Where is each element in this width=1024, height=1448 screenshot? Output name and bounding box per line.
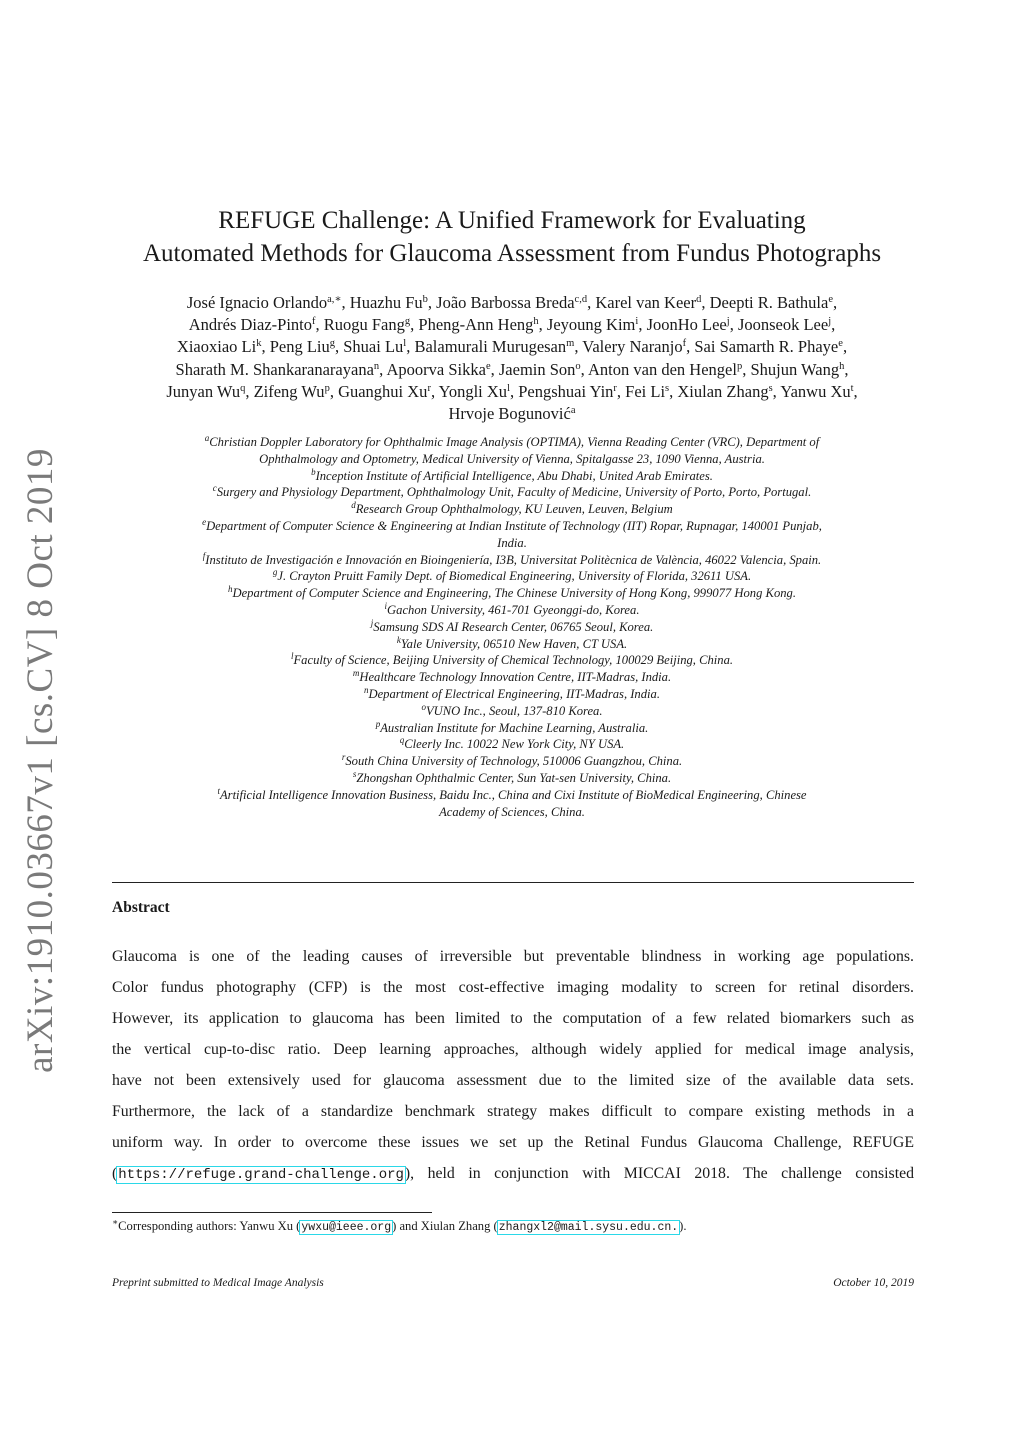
preprint-date: October 10, 2019 bbox=[833, 1277, 914, 1289]
author-separator: , bbox=[831, 315, 836, 335]
affiliation-mark: b bbox=[311, 466, 316, 477]
affiliation-mark: i bbox=[384, 600, 388, 611]
affiliation-line bbox=[100, 753, 924, 770]
affiliation-line bbox=[100, 787, 924, 804]
author-name: Pheng-Ann Heng bbox=[418, 315, 534, 335]
affiliation-line bbox=[100, 501, 924, 518]
affiliation-text: Artificial Intelligence Innovation Business, Baidu Inc., China and Cixi Institute of BioMedical Engineering, Chinese bbox=[219, 787, 807, 802]
affiliation-line bbox=[100, 468, 924, 485]
author-affiliation-mark: i bbox=[635, 316, 639, 328]
affiliation-list bbox=[100, 434, 924, 820]
author-line bbox=[100, 381, 924, 403]
affiliation-text: Surgery and Physiology Department, Ophthalmology Unit, Faculty of Medicine, University of Porto, Porto, Portugal. bbox=[216, 485, 812, 500]
author-separator: , bbox=[742, 359, 747, 379]
affiliation-text: Christian Doppler Laboratory for Ophthalmic Image Analysis (OPTIMA), Vienna Reading Center (VRC), Department of bbox=[209, 435, 820, 449]
author-affiliation-mark: e bbox=[828, 294, 833, 305]
footnote-text: ). bbox=[679, 1219, 687, 1233]
author-name: Deepti R. Bathula bbox=[709, 293, 829, 312]
abstract-line-tail: ), held in conjunction with MICCAI 2018. The challenge consisted bbox=[404, 1165, 914, 1182]
author-separator: , bbox=[580, 359, 585, 379]
author-name: Jeyoung Kim bbox=[546, 315, 636, 335]
author-name: Zifeng Wu bbox=[253, 381, 325, 401]
author-name: JoonHo Lee bbox=[646, 315, 727, 335]
affiliation-text: VUNO Inc., Seoul, 137-810 Korea. bbox=[425, 703, 603, 718]
author-separator: , bbox=[638, 315, 643, 335]
author-affiliation-mark: r bbox=[613, 382, 617, 394]
author-affiliation-mark: l bbox=[507, 382, 510, 394]
affiliation-text: Research Group Ophthalmology, KU Leuven, Leuven, Belgium bbox=[355, 502, 673, 517]
affiliation-mark: p bbox=[375, 718, 381, 729]
author-separator: , bbox=[686, 337, 691, 357]
author-affiliation-mark: k bbox=[256, 338, 262, 350]
author-affiliation-mark: p bbox=[324, 382, 330, 394]
author-name: Junyan Wu bbox=[166, 381, 241, 401]
author-line bbox=[100, 314, 924, 336]
affiliation-line bbox=[100, 736, 924, 753]
author-separator: , bbox=[853, 381, 858, 401]
affiliation-line bbox=[100, 602, 924, 619]
author-name: Yanwu Xu bbox=[780, 381, 851, 401]
author-name: Guanghui Xu bbox=[338, 381, 428, 401]
author-separator: , bbox=[406, 337, 411, 357]
email-link-xu[interactable]: ywxu@ieee.org bbox=[301, 1221, 392, 1234]
arxiv-identifier: arXiv:1910.03667v1 [cs.CV] 8 Oct 2019 bbox=[19, 447, 61, 1073]
author-affiliation-mark: h bbox=[839, 360, 845, 372]
affiliation-mark: h bbox=[227, 584, 233, 595]
author-affiliation-mark: p bbox=[736, 360, 743, 372]
affiliation-text: Department of Computer Science & Engineering at Indian Institute of Technology (IIT) Ropar, Rupnagar, 140001 Punjab, bbox=[206, 518, 822, 533]
author-separator: , bbox=[538, 315, 543, 335]
affiliation-line bbox=[100, 451, 924, 468]
abstract-line: Color fundus photography (CFP) is the most cost-effective imaging modality to screen for retinal disorders. bbox=[112, 979, 914, 996]
affiliation-text: India. bbox=[497, 535, 527, 550]
author-name: Peng Liu bbox=[269, 337, 330, 357]
affiliation-text: Instituto de Investigación e Innovación en Bioingeniería, I3B, Universitat Politècnica de València, 46022 Valencia, Spain. bbox=[205, 552, 822, 567]
author-affiliation-mark: j bbox=[828, 316, 832, 328]
affiliation-text: Department of Electrical Engineering, IIT-Madras, India. bbox=[368, 686, 660, 701]
author-affiliation-mark: d bbox=[696, 294, 702, 305]
author-name: Hrvoje Bogunović bbox=[448, 404, 571, 424]
author-separator: , bbox=[616, 381, 622, 401]
author-separator: , bbox=[410, 315, 415, 335]
footnote-text: Corresponding authors: Yanwu Xu ( bbox=[118, 1219, 301, 1233]
author-name: Fei Li bbox=[625, 381, 666, 401]
author-name: Pengshuai Yin bbox=[518, 381, 614, 401]
author-affiliation-mark: s bbox=[768, 382, 773, 394]
author-name: Xiaoxiao Li bbox=[176, 337, 257, 357]
affiliation-text: Academy of Sciences, China. bbox=[439, 804, 585, 819]
author-affiliation-mark: s bbox=[665, 382, 670, 394]
affiliation-text: Yale University, 06510 New Haven, CT USA. bbox=[400, 636, 628, 651]
author-name: Sai Samarth R. Phaye bbox=[694, 337, 839, 357]
affiliation-line bbox=[100, 552, 924, 569]
affiliation-mark: e bbox=[202, 516, 207, 527]
author-separator: , bbox=[430, 381, 436, 401]
author-line bbox=[100, 359, 924, 381]
author-affiliation-mark: n bbox=[373, 360, 380, 372]
affiliation-line bbox=[100, 619, 924, 636]
author-name: Apoorva Sikka bbox=[386, 359, 486, 379]
author-list bbox=[100, 292, 924, 425]
author-separator: , bbox=[669, 381, 674, 401]
author-affiliation-mark: h bbox=[533, 316, 539, 328]
author-separator: , bbox=[574, 337, 579, 357]
author-affiliation-mark: a,∗ bbox=[327, 294, 342, 305]
affiliation-line bbox=[100, 585, 924, 602]
author-line bbox=[100, 403, 924, 425]
abstract-line: However, its application to glaucoma has been limited to the computation of a few related biomarkers such as bbox=[112, 1010, 914, 1027]
author-separator: , bbox=[832, 293, 838, 312]
author-affiliation-mark: j bbox=[726, 316, 730, 328]
affiliation-mark: k bbox=[396, 634, 401, 645]
author-separator: , bbox=[772, 381, 777, 401]
footnote-text: ) and Xiulan Zhang ( bbox=[392, 1219, 498, 1233]
author-name: Balamurali Murugesan bbox=[414, 337, 567, 357]
affiliation-line bbox=[100, 720, 924, 737]
abstract-line: Furthermore, the lack of a standardize benchmark strategy makes difficult to compare existing methods in a bbox=[112, 1103, 914, 1120]
affiliation-mark: s bbox=[352, 768, 357, 779]
paren-open: ( bbox=[112, 1165, 118, 1182]
author-affiliation-mark: e bbox=[838, 338, 843, 350]
author-affiliation-mark: m bbox=[566, 338, 575, 350]
affiliation-line bbox=[100, 770, 924, 787]
corresponding-authors-footnote bbox=[112, 1217, 914, 1237]
affiliation-mark: f bbox=[202, 550, 206, 561]
author-separator: , bbox=[427, 293, 433, 312]
author-name: Joonseok Lee bbox=[737, 315, 829, 335]
author-name: Anton van den Hengel bbox=[588, 359, 737, 379]
email-link-zhang[interactable]: zhangxl2@mail.sysu.edu.cn. bbox=[498, 1221, 679, 1234]
author-separator: , bbox=[729, 315, 734, 335]
affiliation-text: Australian Institute for Machine Learning, Australia. bbox=[380, 720, 649, 735]
affiliation-mark: t bbox=[217, 785, 220, 796]
affiliation-text: J. Crayton Pruitt Family Dept. of Biomedical Engineering, University of Florida, 32611 USA. bbox=[277, 569, 752, 584]
author-line bbox=[100, 336, 924, 358]
author-affiliation-mark: t bbox=[850, 382, 854, 394]
author-affiliation-mark: f bbox=[682, 338, 687, 350]
author-name: Ruogu Fang bbox=[323, 315, 405, 335]
affiliation-line bbox=[100, 518, 924, 535]
author-name: Jaemin Son bbox=[498, 359, 576, 379]
abstract-top-rule bbox=[112, 882, 914, 883]
author-affiliation-mark: l bbox=[403, 338, 407, 350]
author-affiliation-mark: o bbox=[575, 360, 581, 372]
author-separator: , bbox=[261, 337, 266, 357]
affiliation-mark: m bbox=[352, 668, 360, 679]
author-separator: , bbox=[245, 381, 250, 401]
author-affiliation-mark: g bbox=[404, 316, 411, 328]
author-name: Sharath M. Shankaranarayana bbox=[175, 359, 374, 379]
affiliation-line bbox=[100, 669, 924, 686]
author-affiliation-mark: q bbox=[240, 382, 246, 394]
author-separator: , bbox=[587, 293, 592, 312]
footnote-rule bbox=[112, 1212, 432, 1213]
preprint-note: Preprint submitted to Medical Image Analysis bbox=[112, 1277, 324, 1289]
abstract-body bbox=[112, 941, 914, 1191]
affiliation-line bbox=[100, 652, 924, 669]
affiliation-text: Samsung SDS AI Research Center, 06765 Seoul, Korea. bbox=[373, 619, 654, 634]
title-line: REFUGE Challenge: A Unified Framework for Evaluating bbox=[218, 207, 806, 234]
abstract-line: have not been extensively used for glaucoma assessment due to the limited size of the available data sets. bbox=[112, 1072, 914, 1089]
author-name: Karel van Keer bbox=[595, 293, 697, 312]
author-separator: , bbox=[341, 293, 346, 312]
affiliation-line bbox=[100, 484, 924, 501]
author-name: Huazhu Fu bbox=[349, 293, 423, 312]
affiliation-line bbox=[100, 636, 924, 653]
affiliation-text: Zhongshan Ophthalmic Center, Sun Yat-sen University, China. bbox=[356, 770, 672, 785]
author-name: Andrés Diaz-Pinto bbox=[188, 315, 312, 335]
author-separator: , bbox=[701, 293, 706, 312]
affiliation-mark: n bbox=[364, 684, 369, 695]
affiliation-mark: r bbox=[341, 752, 346, 763]
affiliation-mark: c bbox=[212, 483, 217, 494]
author-affiliation-mark: e bbox=[485, 360, 491, 372]
author-affiliation-mark: r bbox=[427, 382, 431, 394]
challenge-url-link[interactable]: https://refuge.grand-challenge.org bbox=[118, 1167, 404, 1183]
affiliation-text: Faculty of Science, Beijing University of Chemical Technology, 100029 Beijing, China. bbox=[293, 653, 734, 668]
author-separator: , bbox=[329, 381, 334, 401]
affiliation-line bbox=[100, 535, 924, 552]
author-name: João Barbossa Breda bbox=[436, 293, 575, 312]
author-separator: , bbox=[842, 337, 848, 357]
affiliation-text: South China University of Technology, 510006 Guangzhou, China. bbox=[345, 754, 683, 769]
abstract-line: uniform way. In order to overcome these issues we set up the Retinal Fundus Glaucoma Challenge, REFUGE bbox=[112, 1134, 914, 1151]
abstract-heading: Abstract bbox=[112, 899, 170, 916]
author-separator: , bbox=[509, 381, 515, 401]
affiliation-line bbox=[100, 568, 924, 585]
author-separator: , bbox=[335, 337, 340, 357]
affiliation-line bbox=[100, 703, 924, 720]
author-separator: , bbox=[379, 359, 384, 379]
abstract-line: the vertical cup-to-disc ratio. Deep learning approaches, although widely applied for medical image analysis, bbox=[112, 1041, 914, 1058]
author-affiliation-mark: g bbox=[329, 338, 335, 350]
abstract-line: Glaucoma is one of the leading causes of irreversible but preventable blindness in working age populations. bbox=[112, 948, 914, 965]
affiliation-mark: g bbox=[272, 567, 278, 578]
affiliation-line bbox=[100, 434, 924, 451]
affiliation-text: Inception Institute of Artificial Intelligence, Abu Dhabi, United Arab Emirates. bbox=[315, 468, 713, 483]
affiliation-mark: l bbox=[290, 651, 294, 662]
affiliation-text: Ophthalmology and Optometry, Medical University of Vienna, Spitalgasse 23, 1090 Vienna, Austria. bbox=[259, 451, 765, 466]
author-affiliation-mark: c,d bbox=[574, 294, 588, 305]
arxiv-sidebar bbox=[12, 440, 68, 1080]
author-affiliation-mark: a bbox=[570, 405, 576, 417]
affiliation-mark: j bbox=[370, 617, 374, 628]
affiliation-line bbox=[100, 686, 924, 703]
author-name: Yongli Xu bbox=[438, 381, 508, 401]
author-affiliation-mark: b bbox=[422, 294, 428, 305]
author-affiliation-mark: f bbox=[312, 316, 316, 328]
author-name: José Ignacio Orlando bbox=[186, 293, 328, 312]
author-separator: , bbox=[844, 359, 849, 379]
author-name: Shujun Wang bbox=[750, 359, 840, 379]
affiliation-text: Gachon University, 461-701 Gyeonggi-do, Korea. bbox=[387, 602, 640, 617]
author-name: Xiulan Zhang bbox=[677, 381, 769, 401]
author-name: Shuai Lu bbox=[343, 337, 404, 357]
footnote-mark: ∗ bbox=[112, 1217, 119, 1227]
affiliation-mark: o bbox=[421, 701, 426, 712]
abstract-line-last bbox=[112, 1158, 914, 1191]
affiliation-text: Cleerly Inc. 10022 New York City, NY USA. bbox=[404, 737, 625, 752]
author-separator: , bbox=[490, 359, 495, 379]
author-name: Valery Naranjo bbox=[582, 337, 683, 357]
affiliation-text: Department of Computer Science and Engineering, The Chinese University of Hong Kong, 999077 Hong Kong. bbox=[232, 586, 796, 601]
affiliation-line bbox=[100, 804, 924, 821]
affiliation-text: Healthcare Technology Innovation Centre, IIT-Madras, India. bbox=[359, 670, 672, 685]
author-separator: , bbox=[315, 315, 320, 335]
affiliation-mark: q bbox=[399, 735, 405, 746]
title-line: Automated Methods for Glaucoma Assessment from Fundus Photographs bbox=[142, 240, 882, 267]
paper-title bbox=[100, 204, 924, 270]
affiliation-mark: a bbox=[204, 433, 210, 443]
author-line bbox=[100, 292, 924, 314]
affiliation-mark: d bbox=[351, 500, 356, 511]
